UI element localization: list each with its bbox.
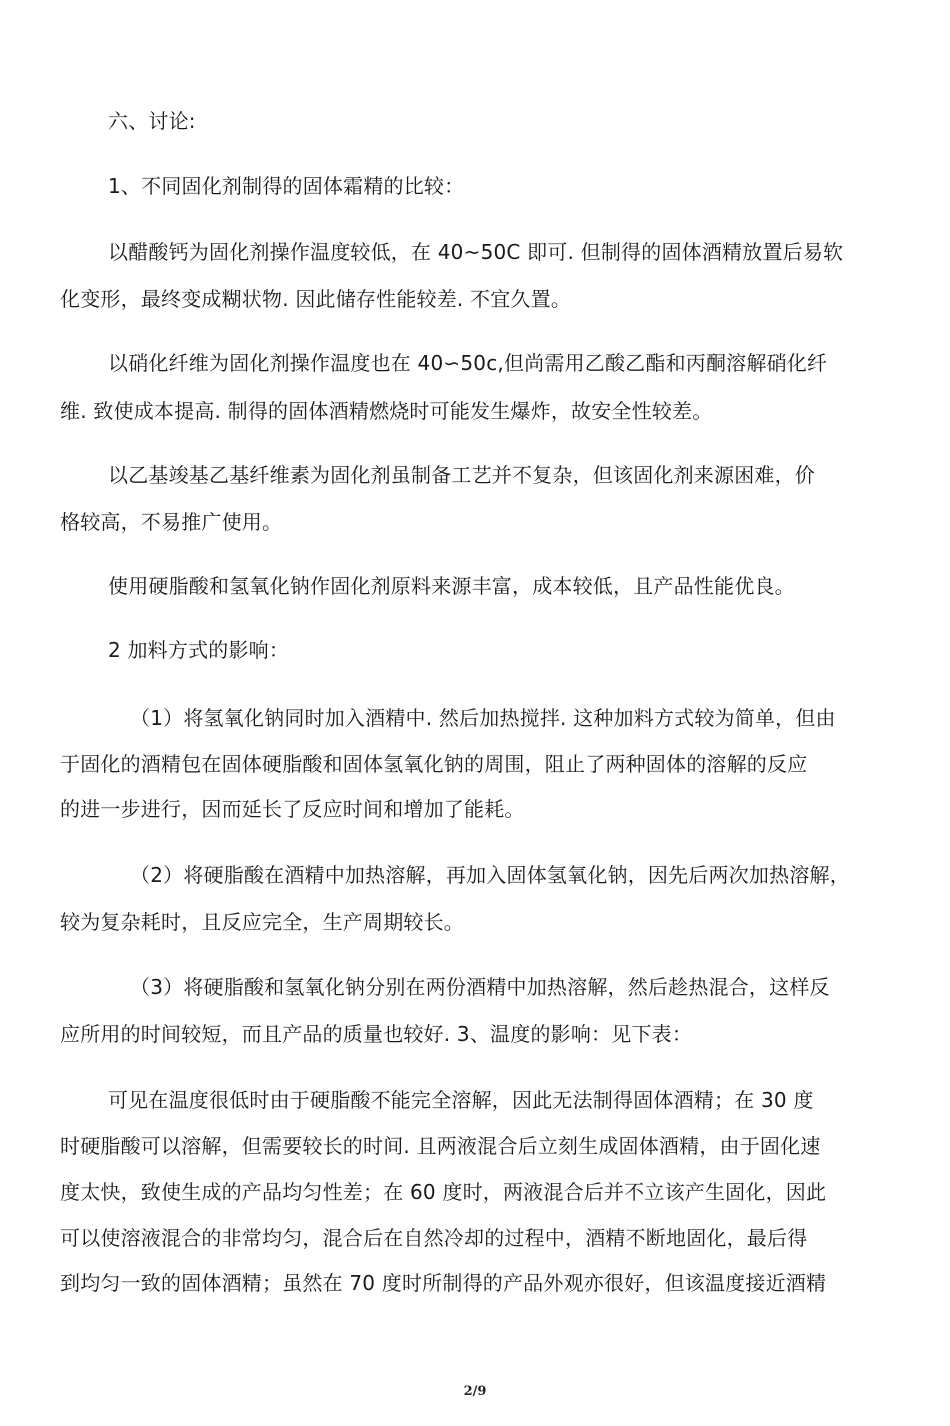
subheading-curing-agent-comparison: 1、不同固化剂制得的固体霜精的比较： (108, 174, 465, 198)
paragraph-line: 于固化的酒精包在固体硬脂酸和固体氢氧化钠的周围，阻止了两种固体的溶解的反应 (60, 752, 808, 776)
paragraph-line: （1）将氢氧化钠同时加入酒精中. 然后加热搅拌. 这种加料方式较为简单，但由 (130, 706, 836, 730)
paragraph-line: 到均匀一致的固体酒精；虽然在 70 度时所制得的产品外观亦很好，但该温度接近酒精 (60, 1271, 827, 1295)
paragraph-line: 时硬脂酸可以溶解，但需要较长的时间. 且两液混合后立刻生成固体酒精，由于固化速 (60, 1134, 821, 1158)
paragraph-line: 以硝化纤维为固化剂操作温度也在 40∽50c,但尚需用乙酸乙酯和丙酮溶解硝化纤 (108, 351, 828, 375)
paragraph-line: 维. 致使成本提高. 制得的固体酒精燃烧时可能发生爆炸，故安全性较差。 (60, 399, 713, 423)
paragraph-line: 可以使溶液混合的非常均匀，混合后在自然冷却的过程中，酒精不断地固化，最后得 (60, 1226, 808, 1250)
paragraph-line: （3）将硬脂酸和氢氧化钠分别在两份酒精中加热溶解，然后趁热混合，这样反 (130, 975, 830, 999)
page-number: 2/9 (463, 1384, 487, 1399)
paragraph-line: 以乙基竣基乙基纤维素为固化剂虽制备工艺并不复杂，但该固化剂来源困难，价 (108, 463, 815, 487)
paragraph-line: 的进一步进行，因而延长了反应时间和增加了能耗。 (60, 797, 525, 821)
section-heading-discussion: 六、讨论: (108, 109, 196, 133)
paragraph-line: 以醋酸钙为固化剂操作温度较低，在 40~50C 即可. 但制得的固体酒精放置后易软 (108, 240, 844, 264)
paragraph-line: 使用硬脂酸和氢氧化钠作固化剂原料来源丰富，成本较低，且产品性能优良。 (108, 574, 795, 598)
paragraph-line: 化变形，最终变成糊状物. 因此储存性能较差. 不宜久置。 (60, 287, 572, 311)
paragraph-line: 格较高，不易推广使用。 (60, 510, 283, 534)
subheading-feeding-method: 2 加料方式的影响： (108, 638, 290, 662)
paragraph-line: 较为复杂耗时，且反应完全，生产周期较长。 (60, 910, 464, 934)
paragraph-line: 应所用的时间较短，而且产品的质量也较好. 3、温度的影响：见下表： (60, 1022, 693, 1046)
paragraph-line: 可见在温度很低时由于硬脂酸不能完全溶解，因此无法制得固体酒精；在 30 度 (108, 1088, 814, 1112)
paragraph-line: 度太快，致使生成的产品均匀性差；在 60 度时，两液混合后并不立该产生固化，因此 (60, 1180, 827, 1204)
paragraph-line: （2）将硬脂酸在酒精中加热溶解，再加入固体氢氧化钠，因先后两次加热溶解， (130, 863, 850, 887)
